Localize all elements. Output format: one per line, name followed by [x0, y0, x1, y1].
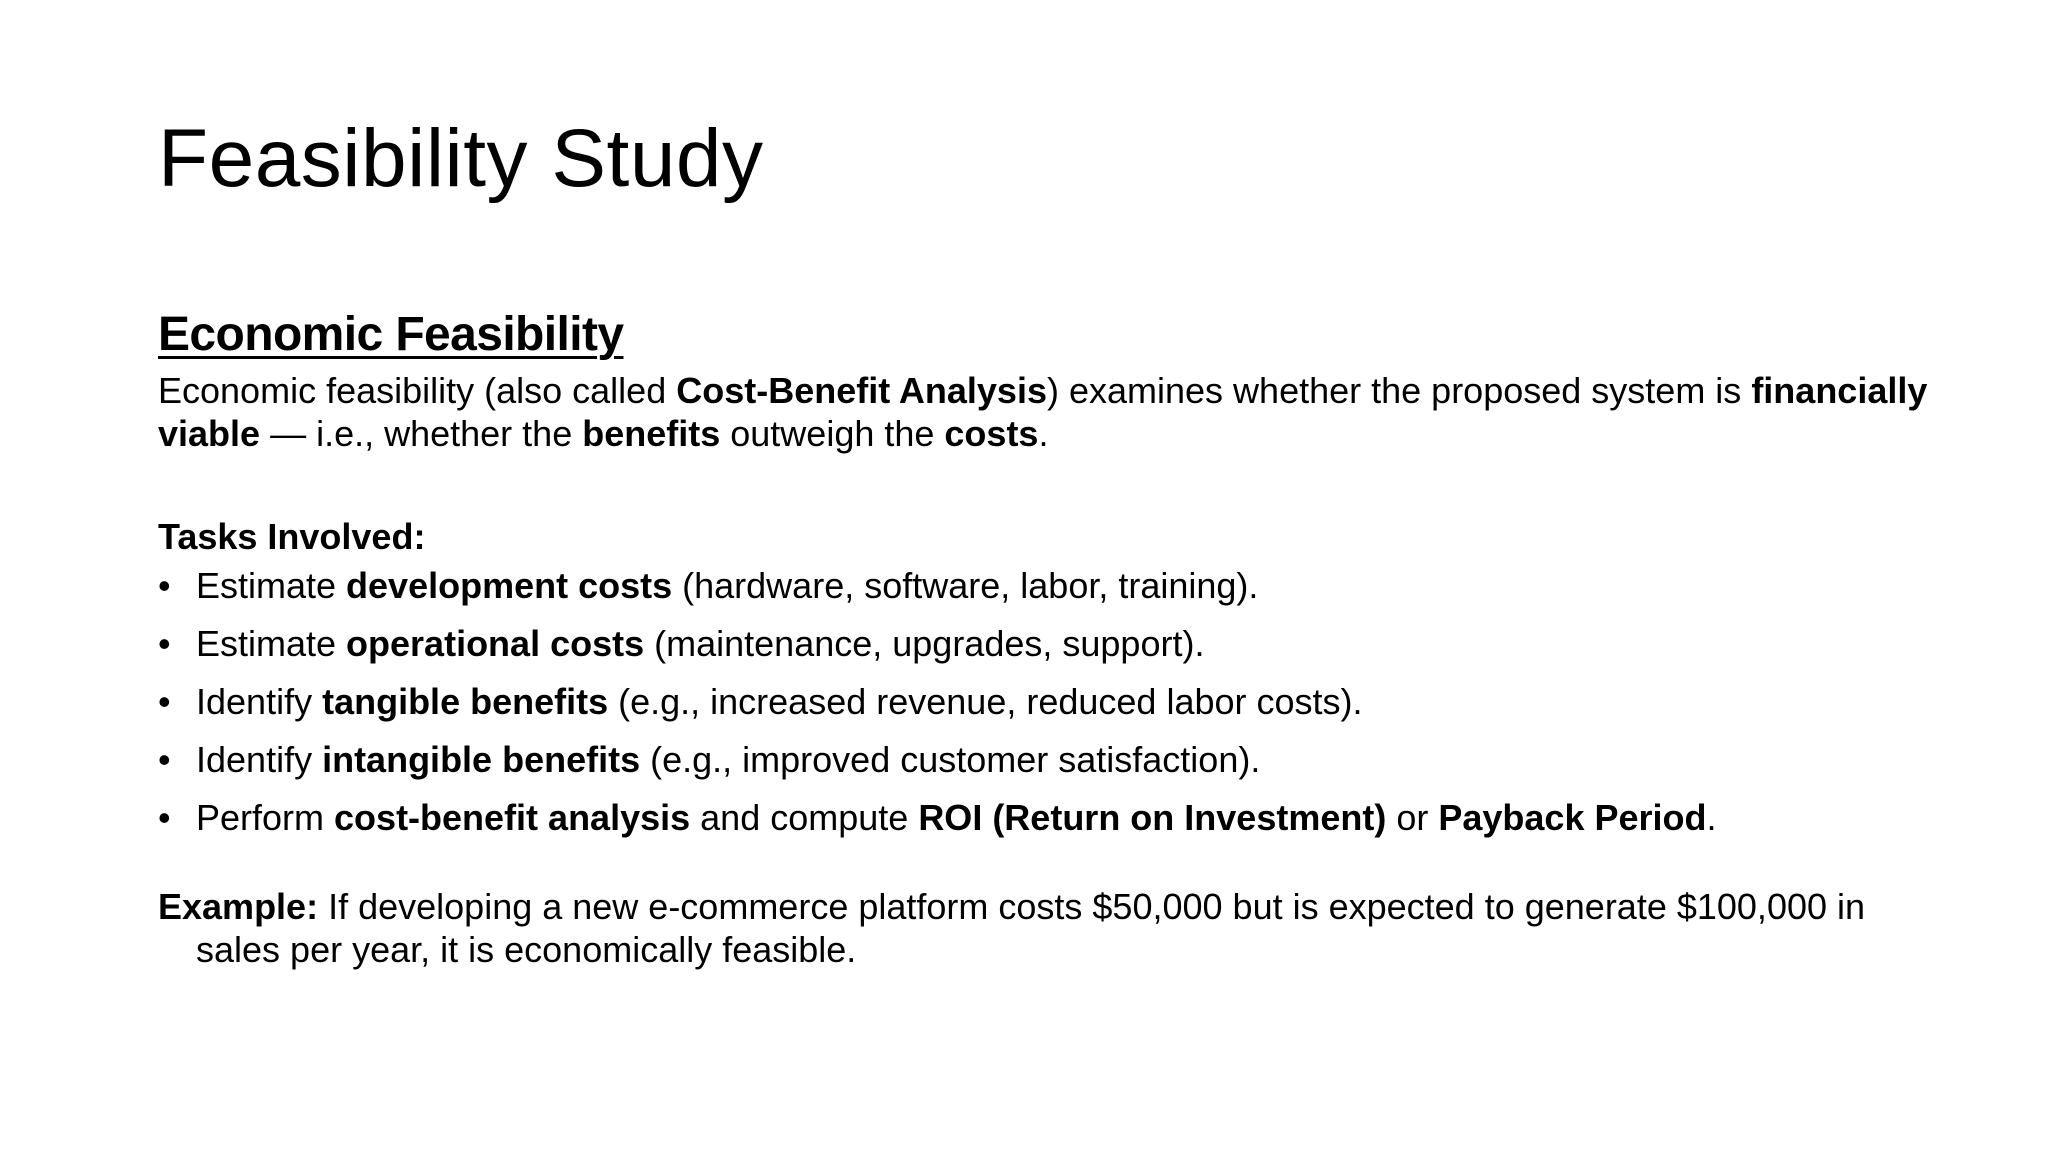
task-text-bold: intangible benefits: [322, 739, 641, 780]
task-text-bold: operational costs: [346, 623, 645, 664]
task-text-post: (e.g., improved customer satisfaction).: [640, 739, 1261, 780]
list-item: [158, 796, 1938, 839]
task-text-post: (maintenance, upgrades, support).: [644, 623, 1205, 664]
intro-bold-1: Cost-Benefit Analysis: [676, 370, 1047, 411]
example-paragraph: [158, 885, 1938, 971]
bullet-icon: •: [158, 797, 171, 838]
task-text-bold: tangible benefits: [322, 681, 609, 722]
bullet-icon: •: [158, 681, 171, 722]
section-heading: Economic Feasibility: [158, 308, 624, 361]
intro-bold-4: costs: [944, 413, 1039, 454]
task-text-pre: Estimate: [196, 565, 347, 606]
intro-text-3: — i.e., whether the: [260, 413, 583, 454]
task-text-bold-3: Payback Period: [1438, 797, 1707, 838]
tasks-list: [158, 564, 1938, 839]
intro-text-4: outweigh the: [720, 413, 945, 454]
bullet-icon: •: [158, 623, 171, 664]
list-item: [158, 680, 1938, 723]
bullet-icon: •: [158, 565, 171, 606]
slide-title: Feasibility Study: [158, 113, 764, 204]
task-text-post: .: [1706, 797, 1717, 838]
intro-paragraph: [158, 369, 1938, 455]
task-text-bold: cost-benefit analysis: [334, 797, 691, 838]
task-text-pre: Identify: [196, 739, 323, 780]
slide-body: [158, 305, 1938, 1007]
task-text-post: (hardware, software, labor, training).: [672, 565, 1259, 606]
task-text-post: (e.g., increased revenue, reduced labor costs).: [608, 681, 1363, 722]
task-text-pre: Estimate: [196, 623, 347, 664]
list-item: [158, 564, 1938, 607]
list-item: [158, 738, 1938, 781]
intro-text-1: Economic feasibility (also called: [158, 370, 677, 411]
bullet-icon: •: [158, 739, 171, 780]
intro-text-2: ) examines whether the proposed system is: [1046, 370, 1752, 411]
task-text-bold: development costs: [346, 565, 673, 606]
tasks-heading: Tasks Involved:: [158, 516, 426, 557]
intro-bold-2: financially viable: [158, 370, 1928, 454]
example-label: Example:: [158, 886, 319, 927]
intro-text-5: .: [1038, 413, 1049, 454]
task-text-bold-2: ROI (Return on Investment): [918, 797, 1387, 838]
example-text: If developing a new e-commerce platform costs $50,000 but is expected to generate $100,000 in sales per year, it is economically feasible.: [196, 886, 1866, 970]
task-text-pre: Perform: [196, 797, 335, 838]
task-text-mid: and compute: [690, 797, 919, 838]
task-text-mid-2: or: [1386, 797, 1439, 838]
task-text-pre: Identify: [196, 681, 323, 722]
intro-bold-3: benefits: [582, 413, 721, 454]
list-item: [158, 622, 1938, 665]
